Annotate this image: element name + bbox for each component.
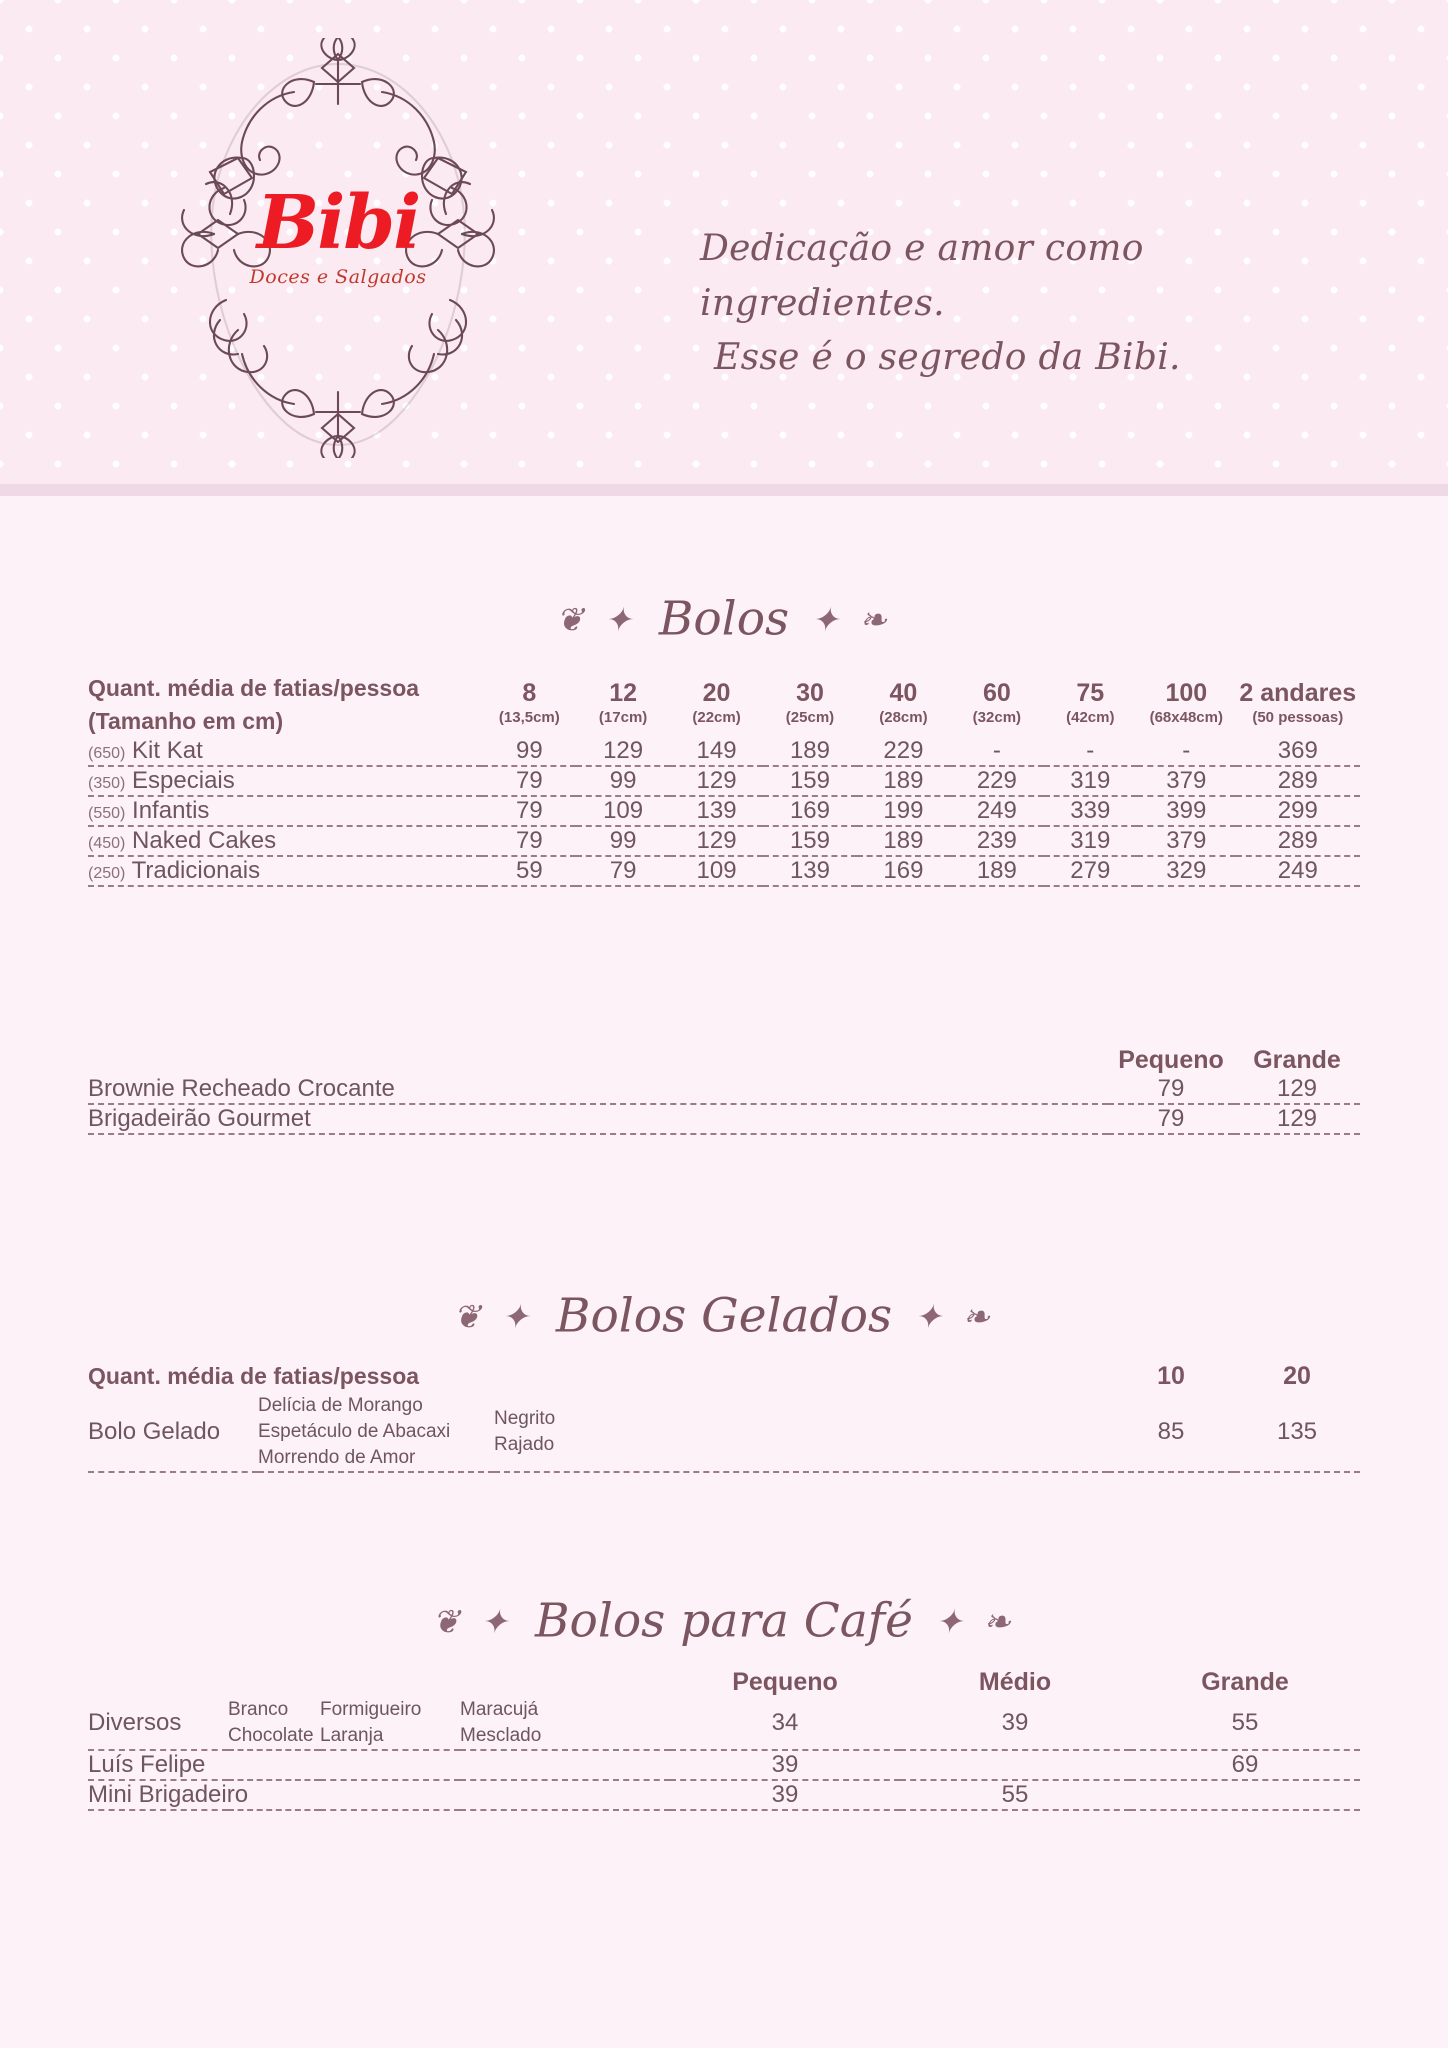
price-cell: 79 [482,796,576,826]
flavor-item: Espetáculo de Abacaxi [258,1420,451,1442]
extras-row-label-brigadeirao: Brigadeirão Gourmet [88,1104,1108,1134]
price-cell: 99 [482,737,576,766]
price-cell: 149 [670,737,763,766]
table-row [88,826,1360,856]
row-prefix: (450) [88,835,126,853]
price-cell: 34 [670,1697,900,1750]
tagline-line-2: Esse é o segredo da Bibi. [714,337,1181,379]
cafe-row-label-mini-brigadeiro: Mini Brigadeiro [88,1780,670,1810]
col-size-100: 100 [1165,678,1208,707]
price-cell: 129 [576,737,669,766]
bolos-col-header-40 [857,672,950,737]
col-cm-30: (25cm) [785,709,835,727]
col-cm-12: (17cm) [598,709,648,727]
gelados-flavors-col-2 [494,1393,1108,1473]
price-cell: 139 [670,796,763,826]
brand-logo [168,38,508,458]
brand-subtitle: Doces e Salgados [249,266,427,288]
price-cell: 39 [670,1750,900,1780]
flourish-left-icon: ❦ ✦ [453,1296,534,1336]
cafe-col-header-pequeno: Pequeno [732,1668,838,1696]
flavor-item: Delícia de Morango [258,1394,423,1416]
brand-wordmark: Bibi [256,180,420,266]
price-cell: 379 [1137,826,1236,856]
price-cell: 249 [1236,856,1360,886]
gelados-header-label: Quant. média de fatias/pessoa [88,1363,420,1389]
cafe-flavors-col-2 [320,1697,460,1750]
price-cell: 69 [1130,1750,1360,1780]
price-cell: 289 [1236,826,1360,856]
gelados-header-row [88,1360,1360,1393]
cafe-col-header-medio: Médio [978,1668,1052,1696]
col-size-20: 20 [702,678,731,707]
table-row [88,1750,1360,1780]
price-cell: 369 [1236,737,1360,766]
col-size-12: 12 [609,678,638,707]
price-cell: 55 [900,1780,1130,1810]
bolos-col-header-2-andares [1236,672,1360,737]
price-cell: 229 [857,737,950,766]
bolos-col-header-20 [670,672,763,737]
table-row [88,796,1360,826]
row-prefix: (250) [88,865,126,883]
row-name: Kit Kat [132,737,203,765]
row-prefix: (550) [88,805,126,823]
price-cell: 39 [900,1697,1130,1750]
flourish-left-icon: ❦ ✦ [432,1601,514,1641]
bolos-col-header-12 [576,672,669,737]
section-title-bolos-cafe-text: Bolos para Café [535,1593,913,1649]
flourish-right-icon: ✦ ❧ [914,1296,995,1336]
price-cell: 79 [1108,1104,1234,1134]
col-size-40: 40 [889,678,918,707]
price-cell: - [1137,737,1236,766]
bolos-col-header-75 [1044,672,1137,737]
flavor-item: Formigueiro [320,1699,422,1720]
table-row [88,856,1360,886]
extras-col-header-grande: Grande [1253,1046,1341,1074]
bolos-table [88,672,1360,887]
col-size-30: 30 [796,678,824,707]
col-cm-2-andares: (50 pessoas) [1252,709,1344,727]
col-size-8: 8 [522,678,537,707]
bolos-extras-table [88,1046,1360,1135]
price-cell: 135 [1234,1393,1360,1473]
price-cell: 279 [1044,856,1137,886]
price-cell: 319 [1044,826,1137,856]
flavor-item: Maracujá [460,1699,539,1720]
price-cell: 139 [763,856,856,886]
flavor-item: Laranja [320,1725,384,1747]
section-title-bolos-gelados-text: Bolos Gelados [555,1288,893,1344]
bolos-col-header-8 [482,672,576,737]
price-cell: - [950,737,1043,766]
price-cell: 249 [950,796,1043,826]
price-cell: 319 [1044,766,1137,796]
price-cell: 239 [950,826,1043,856]
col-size-60: 60 [982,678,1011,707]
row-prefix: (350) [88,775,126,793]
bolos-col-header-100 [1137,672,1236,737]
price-cell: 79 [576,856,669,886]
price-cell: 159 [763,766,856,796]
col-cm-40: (28cm) [879,709,928,727]
col-size-2-andares: 2 andares [1239,678,1357,707]
price-cell: 79 [1108,1075,1234,1104]
cafe-header-spacer [88,1668,670,1697]
bolos-row-label-infantis [88,796,482,826]
price-cell: 229 [950,766,1043,796]
table-row [88,1104,1360,1134]
bolos-header-label [88,672,482,737]
row-name: Infantis [132,797,210,825]
price-cell: 55 [1130,1697,1360,1750]
extras-header-row [88,1046,1360,1075]
cafe-col-header-grande: Grande [1201,1668,1289,1696]
price-cell: 189 [763,737,856,766]
price-cell: 289 [1236,766,1360,796]
cafe-header-row [88,1668,1360,1697]
bolos-header-label-line1: Quant. média de fatias/pessoa [88,675,420,701]
bolos-col-header-30 [763,672,856,737]
price-cell [1130,1780,1360,1810]
col-cm-8: (13,5cm) [498,709,560,727]
row-name: Naked Cakes [132,827,277,855]
extras-header-spacer [88,1046,1108,1075]
price-cell: 79 [482,826,576,856]
col-cm-75: (42cm) [1066,709,1115,727]
col-cm-60: (32cm) [972,709,1022,727]
flavor-item: Morrendo de Amor [258,1447,416,1469]
price-cell: 79 [482,766,576,796]
extras-row-label-brownie: Brownie Recheado Crocante [88,1075,1108,1104]
section-title-bolos-cafe [0,1590,1448,1649]
bolos-cafe-table [88,1668,1360,1811]
flourish-right-icon: ✦ ❧ [811,599,892,639]
bolos-gelados-table [88,1360,1360,1473]
price-cell: 109 [576,796,669,826]
price-cell: 399 [1137,796,1236,826]
price-cell: 99 [576,826,669,856]
price-cell: 85 [1108,1393,1234,1473]
price-cell: 129 [670,766,763,796]
bolos-header-label-line2: (Tamanho em cm) [88,707,284,734]
price-cell: 169 [857,856,950,886]
price-cell: 199 [857,796,950,826]
flavor-item: Chocolate [228,1725,314,1747]
brand-tagline [700,222,1320,386]
row-name: Especiais [132,767,235,795]
price-cell [900,1750,1130,1780]
flavor-item: Rajado [494,1433,555,1455]
cafe-row-label-diversos: Diversos [88,1697,228,1750]
col-cm-20: (22cm) [692,709,741,727]
price-cell: 189 [857,826,950,856]
cafe-flavors-col-1 [228,1697,320,1750]
col-cm-100: (68x48cm) [1149,709,1223,727]
price-cell: 129 [1234,1075,1360,1104]
gelados-col-header-20: 20 [1283,1361,1311,1390]
section-title-bolos-gelados [0,1285,1448,1344]
price-cell: 169 [763,796,856,826]
header-divider [0,484,1448,496]
bolos-col-header-60 [950,672,1043,737]
flavor-item: Negrito [494,1407,556,1429]
price-cell: 129 [670,826,763,856]
table-row [88,1075,1360,1104]
gelados-flavors-col-1 [258,1393,494,1473]
price-cell: 189 [857,766,950,796]
tagline-line-1: Dedicação e amor como ingredientes. [700,228,1144,324]
bolos-row-label-kit-kat [88,737,482,766]
price-cell: 39 [670,1780,900,1810]
price-cell: 189 [950,856,1043,886]
gelados-row-label-bolo-gelado: Bolo Gelado [88,1393,258,1473]
table-row [88,1780,1360,1810]
flavor-item: Branco [228,1699,289,1720]
cafe-flavors-col-3 [460,1697,670,1750]
flourish-right-icon: ✦ ❧ [934,1601,1016,1641]
section-title-bolos [0,588,1448,647]
price-cell: - [1044,737,1137,766]
table-row [88,1393,1360,1473]
price-cell: 99 [576,766,669,796]
price-cell: 159 [763,826,856,856]
bolos-row-label-naked-cakes [88,826,482,856]
cafe-row-label-luis-felipe: Luís Felipe [88,1750,670,1780]
gelados-col-header-10: 10 [1157,1361,1185,1390]
price-cell: 129 [1234,1104,1360,1134]
bolos-row-label-tradicionais [88,856,482,886]
row-prefix: (650) [88,745,126,763]
price-cell: 339 [1044,796,1137,826]
row-name: Tradicionais [131,857,261,885]
section-title-bolos-text: Bolos [658,591,790,647]
extras-col-header-pequeno: Pequeno [1118,1046,1224,1074]
col-size-75: 75 [1076,678,1105,707]
bolos-header-row [88,672,1360,737]
price-cell: 329 [1137,856,1236,886]
price-cell: 379 [1137,766,1236,796]
table-row [88,737,1360,766]
price-cell: 59 [482,856,576,886]
flavor-item: Mesclado [460,1725,542,1747]
table-row [88,1697,1360,1750]
table-row [88,766,1360,796]
price-cell: 299 [1236,796,1360,826]
header-band [0,0,1448,484]
bolos-row-label-especiais [88,766,482,796]
flourish-left-icon: ❦ ✦ [556,599,637,639]
price-cell: 109 [670,856,763,886]
